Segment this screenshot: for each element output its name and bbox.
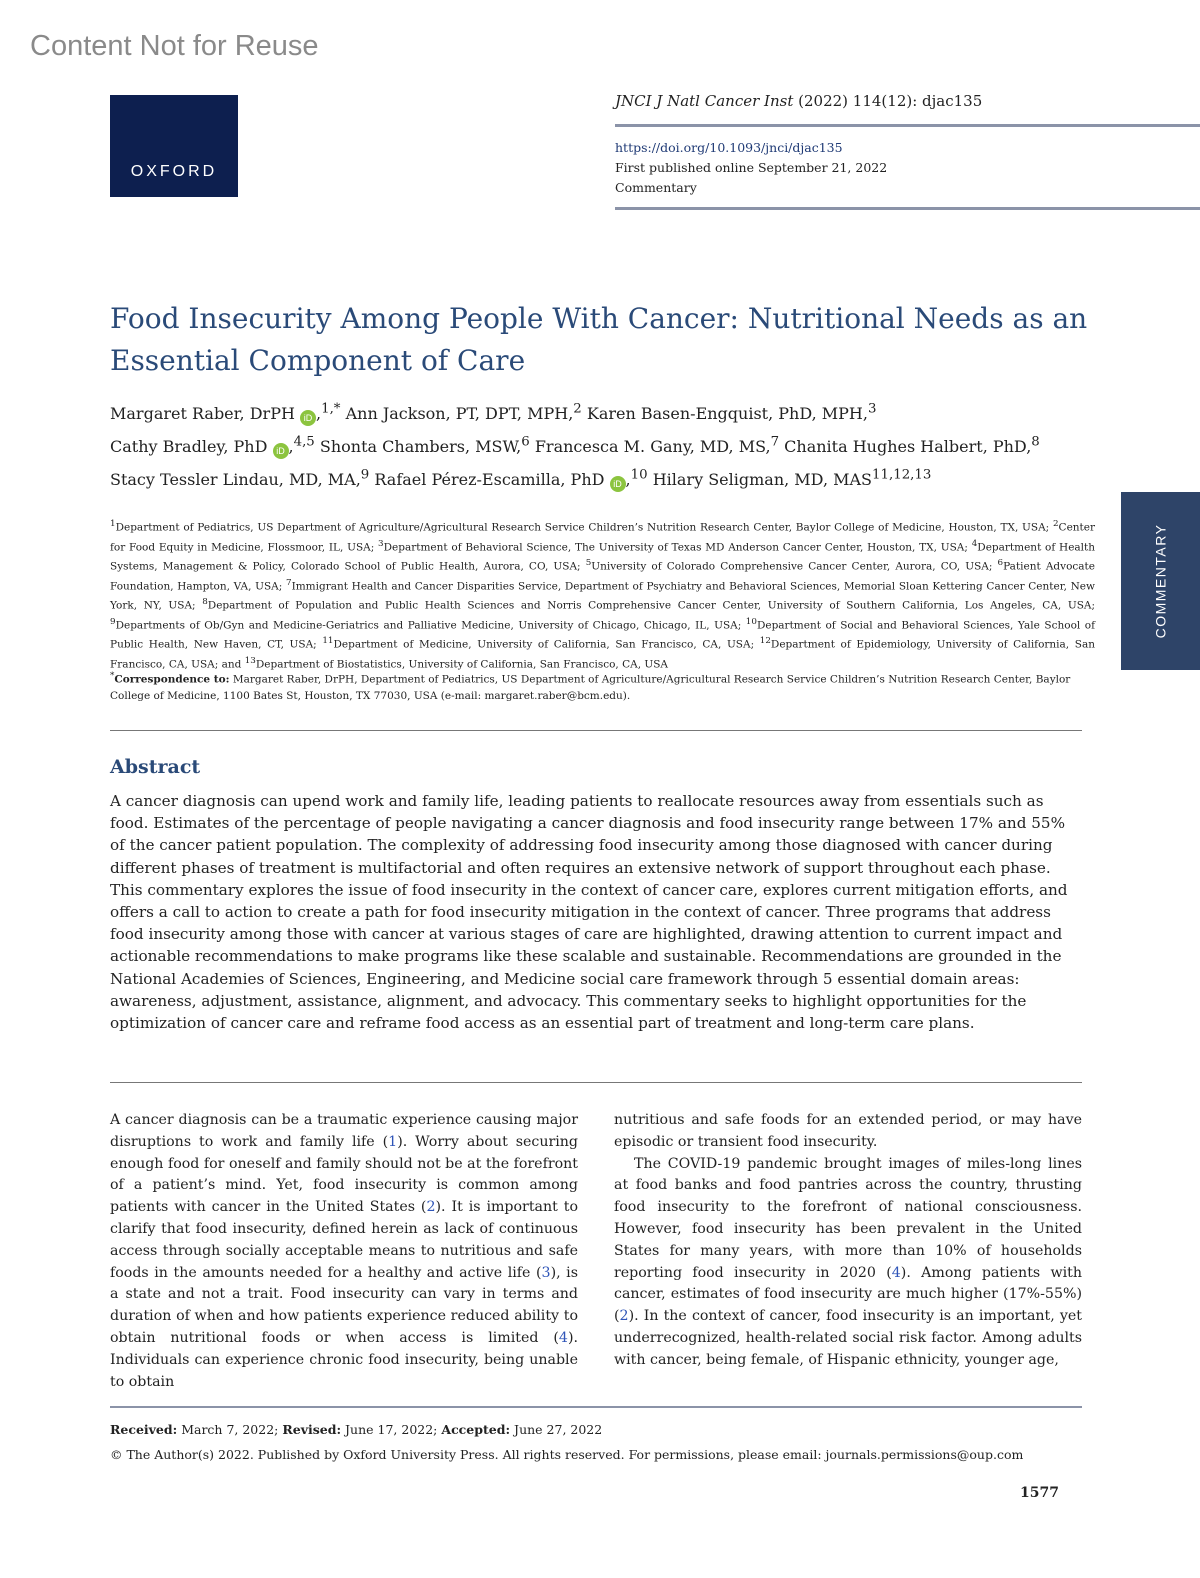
correspondence [110, 668, 1095, 704]
body-paragraph [614, 1110, 1082, 1154]
author: Hilary Seligman, MD, MAS$^{11,12,13}$ [652, 467, 932, 489]
author: Cathy Bradley, PhD iD ,$^{4,5}$ [110, 437, 315, 456]
affiliation-text: Departments of Ob/Gyn and Medicine-Geriatrics and Palliative Medicine, University of Chicago, Chicago, IL, USA; [115, 619, 746, 631]
reference-link[interactable]: 4 [891, 1264, 901, 1281]
doi-link[interactable]: https://doi.org/10.1093/jnci/djac135 [615, 140, 843, 155]
reference-link[interactable]: 2 [426, 1199, 436, 1216]
article-type: Commentary [615, 180, 697, 195]
body-text: nutritious and safe foods for an extended period, or may have episodic or transient food insecurity. [614, 1112, 1082, 1150]
reference-link[interactable]: 1 [388, 1133, 398, 1150]
section-tab [1121, 492, 1200, 670]
body-paragraph [614, 1154, 1082, 1372]
watermark: Content Not for Reuse [30, 30, 319, 62]
page-number: 1577 [1020, 1485, 1059, 1501]
affiliation-number: 3 [378, 538, 384, 549]
affiliation-text: University of Colorado Comprehensive Cancer Center, Aurora, CO, USA; [591, 560, 998, 573]
article-dates [110, 1422, 602, 1437]
reference-link[interactable]: 2 [619, 1308, 629, 1325]
affiliation-number: 12 [759, 636, 771, 646]
date-value: March 7, 2022; [177, 1422, 283, 1437]
date-value: June 17, 2022; [341, 1422, 442, 1437]
affiliation-number: 11 [322, 636, 334, 646]
body-text: The COVID-19 pandemic brought images of miles-long lines at food banks and food pantries across the country, thrusting food insecurity to the forefront of national consciousness. However, food insecurity has been prevalent in the United States for many years, with more than 10% of households reporting food insecurity in 2020 ( [614, 1155, 1082, 1281]
orcid-icon[interactable]: iD [610, 476, 626, 492]
divider [110, 1082, 1082, 1083]
body-column-left [110, 1110, 578, 1393]
title-line: Food Insecurity Among People With Cancer: Nutritional Needs as an [110, 302, 1088, 335]
abstract-heading: Abstract [110, 756, 201, 778]
correspondence-text: Margaret Raber, DrPH, Department of Pediatrics, US Department of Agriculture/Agricultural Research Service Children’s Nutrition Research Center, Baylor College of Medicine, 1100 Bates St, Houston, TX 77030, USA (e-mail: margaret.raber@bcm.edu). [110, 673, 1071, 702]
journal-citation [615, 92, 982, 110]
published-date: First published online September 21, 2022 [615, 160, 888, 175]
date-label: Accepted: [441, 1422, 511, 1437]
author: Shonta Chambers, MSW,$^6$ [319, 434, 530, 457]
body-text: A cancer diagnosis can be a traumatic experience causing major disruptions to work and family life ( [110, 1112, 578, 1150]
author: Chanita Hughes Halbert, PhD,$^8$ [784, 434, 1040, 457]
article-title [110, 298, 1090, 382]
journal-details: (2022) 114(12): djac135 [798, 92, 983, 110]
reference-link[interactable]: 4 [558, 1329, 568, 1346]
correspondence-label: Correspondence to: [114, 673, 230, 686]
affiliation-text: Department of Epidemiology, University of California, San Francisco, CA, USA; and [110, 638, 1095, 670]
journal-name: JNCI J Natl Cancer Inst [615, 92, 794, 110]
copyright: © The Author(s) 2022. Published by Oxford University Press. All rights reserved. For permissions, please email: journals.permissions@oup.com [110, 1447, 1024, 1462]
date-label: Revised: [282, 1422, 342, 1437]
affiliation-number: 1 [110, 519, 116, 529]
affiliation-text: Department of Pediatrics, US Department of Agriculture/Agricultural Research Service Children’s Nutrition Research Center, Baylor College of Medicine, Houston, TX, USA; [115, 521, 1053, 534]
date-label: Received: [110, 1422, 178, 1437]
abstract-text: A cancer diagnosis can upend work and family life, leading patients to reallocate resources away from essentials such as food. Estimates of the percentage of people navigating a cancer diagnosis and food insecurity range between 17% and 55% of the cancer patient population. The complexity of addressing food insecurity among those diagnosed with cancer during different phases of treatment is multifactorial and often requires an extensive network of support throughout each phase. This commentary explores the issue of food insecurity in the context of cancer care, explores current mitigation efforts, and offers a call to action to create a path for food insecurity mitigation in the context of cancer. Three programs that address food insecurity among those with cancer at various stages of care are highlighted, drawing attention to current impact and actionable recommendations to make programs like these scalable and sustainable. Recommendations are grounded in the National Academies of Sciences, Engineering, and Medicine social care framework through 5 essential domain areas: awareness, adjustment, assistance, alignment, and advocacy. This commentary seeks to highlight opportunities for the optimization of cancer care and reframe food access as an essential part of treatment and long-term care plans. [110, 792, 1068, 1033]
body-text: ). Worry about securing enough food for oneself and family should not be at the forefront of a patient’s mind. Yet, food insecurity is common among patients with cancer in the United States ( [110, 1133, 578, 1216]
orcid-icon[interactable]: iD [300, 410, 316, 426]
author: Stacy Tessler Lindau, MD, MA,$^9$ [110, 467, 370, 489]
body-text: ). In the context of cancer, food insecurity is an important, yet underrecognized, health-related social risk factor. Among adults with cancer, being female, of Hispanic ethnicity, younger age, [614, 1308, 1082, 1368]
affiliation-text: Department of Biostatistics, University of California, San Francisco, CA, USA [255, 658, 669, 670]
body-text: ). It is important to clarify that food insecurity, defined herein as lack of continuous access through socially acceptable means to nutritious and safe foods in the amounts needed for a healthy and active life ( [110, 1199, 578, 1281]
body-text: ). Among patients with cancer, estimates of food insecurity are much higher (17%-55%) ( [614, 1264, 1082, 1325]
affiliation-text: Department of Behavioral Science, The University of Texas MD Anderson Cancer Center, Houston, TX, USA; [383, 541, 972, 553]
affiliation-text: Patient Advocate Foundation, Hampton, VA, USA; [110, 560, 1095, 592]
affiliation-text: Department of Medicine, University of California, San Francisco, CA, USA; [333, 638, 760, 651]
oxford-logo-text: OXFORD [130, 163, 218, 180]
oxford-logo [110, 95, 238, 197]
author: Rafael Pérez-Escamilla, PhD iD ,$^{10}$ [374, 470, 647, 489]
author: Karen Basen-Engquist, PhD, MPH,$^3$ [586, 402, 877, 424]
affiliation-number: 6 [997, 558, 1004, 568]
affiliation-number: 10 [745, 616, 757, 627]
affiliation-number: 9 [110, 616, 116, 627]
author-list [110, 396, 1100, 494]
title-line: Essential Component of Care [110, 344, 526, 377]
affiliation-text: Center for Food Equity in Medicine, Flossmoor, IL, USA; [110, 521, 1095, 553]
section-tab-label: COMMENTARY [1152, 523, 1169, 639]
divider [615, 124, 1200, 127]
affiliation-number: 5 [585, 558, 592, 568]
affiliation-number: 4 [971, 538, 978, 549]
affiliation-text: Department of Health Systems, Management & Policy, Colorado School of Public Health, Aurora, CO, USA; [110, 541, 1096, 573]
affiliations [110, 516, 1095, 672]
affiliation-number: 7 [286, 577, 292, 588]
author: Ann Jackson, PT, DPT, MPH,$^2$ [345, 402, 582, 424]
reference-link[interactable]: 3 [541, 1264, 551, 1281]
affiliation-text: Immigrant Health and Cancer Disparities Service, Department of Psychiatry and Behavioral Sciences, Memorial Sloan Kettering Cancer Center, New York, NY, USA; [110, 580, 1096, 612]
affiliation-number: 2 [1052, 519, 1059, 529]
author: Francesca M. Gany, MD, MS,$^7$ [534, 434, 780, 457]
affiliation-text: Department of Social and Behavioral Sciences, Yale School of Public Health, New Haven, CT, USA; [110, 619, 1095, 651]
body-paragraph [110, 1110, 578, 1393]
body-text: ), is a state and not a trait. Food insecurity can vary in terms and duration of when and how patients experience reduced ability to obtain nutritional foods or when access is limited ( [110, 1264, 578, 1346]
affiliation-number: 13 [244, 655, 256, 666]
divider [110, 730, 1082, 731]
body-text: ). Individuals can experience chronic food insecurity, being unable to obtain [110, 1329, 578, 1390]
author: Margaret Raber, DrPH iD ,$^{1,*}$ [110, 404, 340, 423]
divider [110, 1406, 1082, 1408]
date-value: June 27, 2022 [510, 1422, 603, 1437]
body-column-right [614, 1110, 1082, 1372]
affiliation-text: Department of Population and Public Health Sciences and Norris Comprehensive Cancer Center, University of Southern California, Los Angeles, CA, USA; [207, 599, 1096, 612]
correspondence-mark: * [110, 671, 115, 681]
divider [615, 207, 1200, 210]
article-meta [615, 138, 887, 198]
affiliation-number: 8 [202, 597, 208, 607]
orcid-icon[interactable]: iD [273, 443, 289, 459]
